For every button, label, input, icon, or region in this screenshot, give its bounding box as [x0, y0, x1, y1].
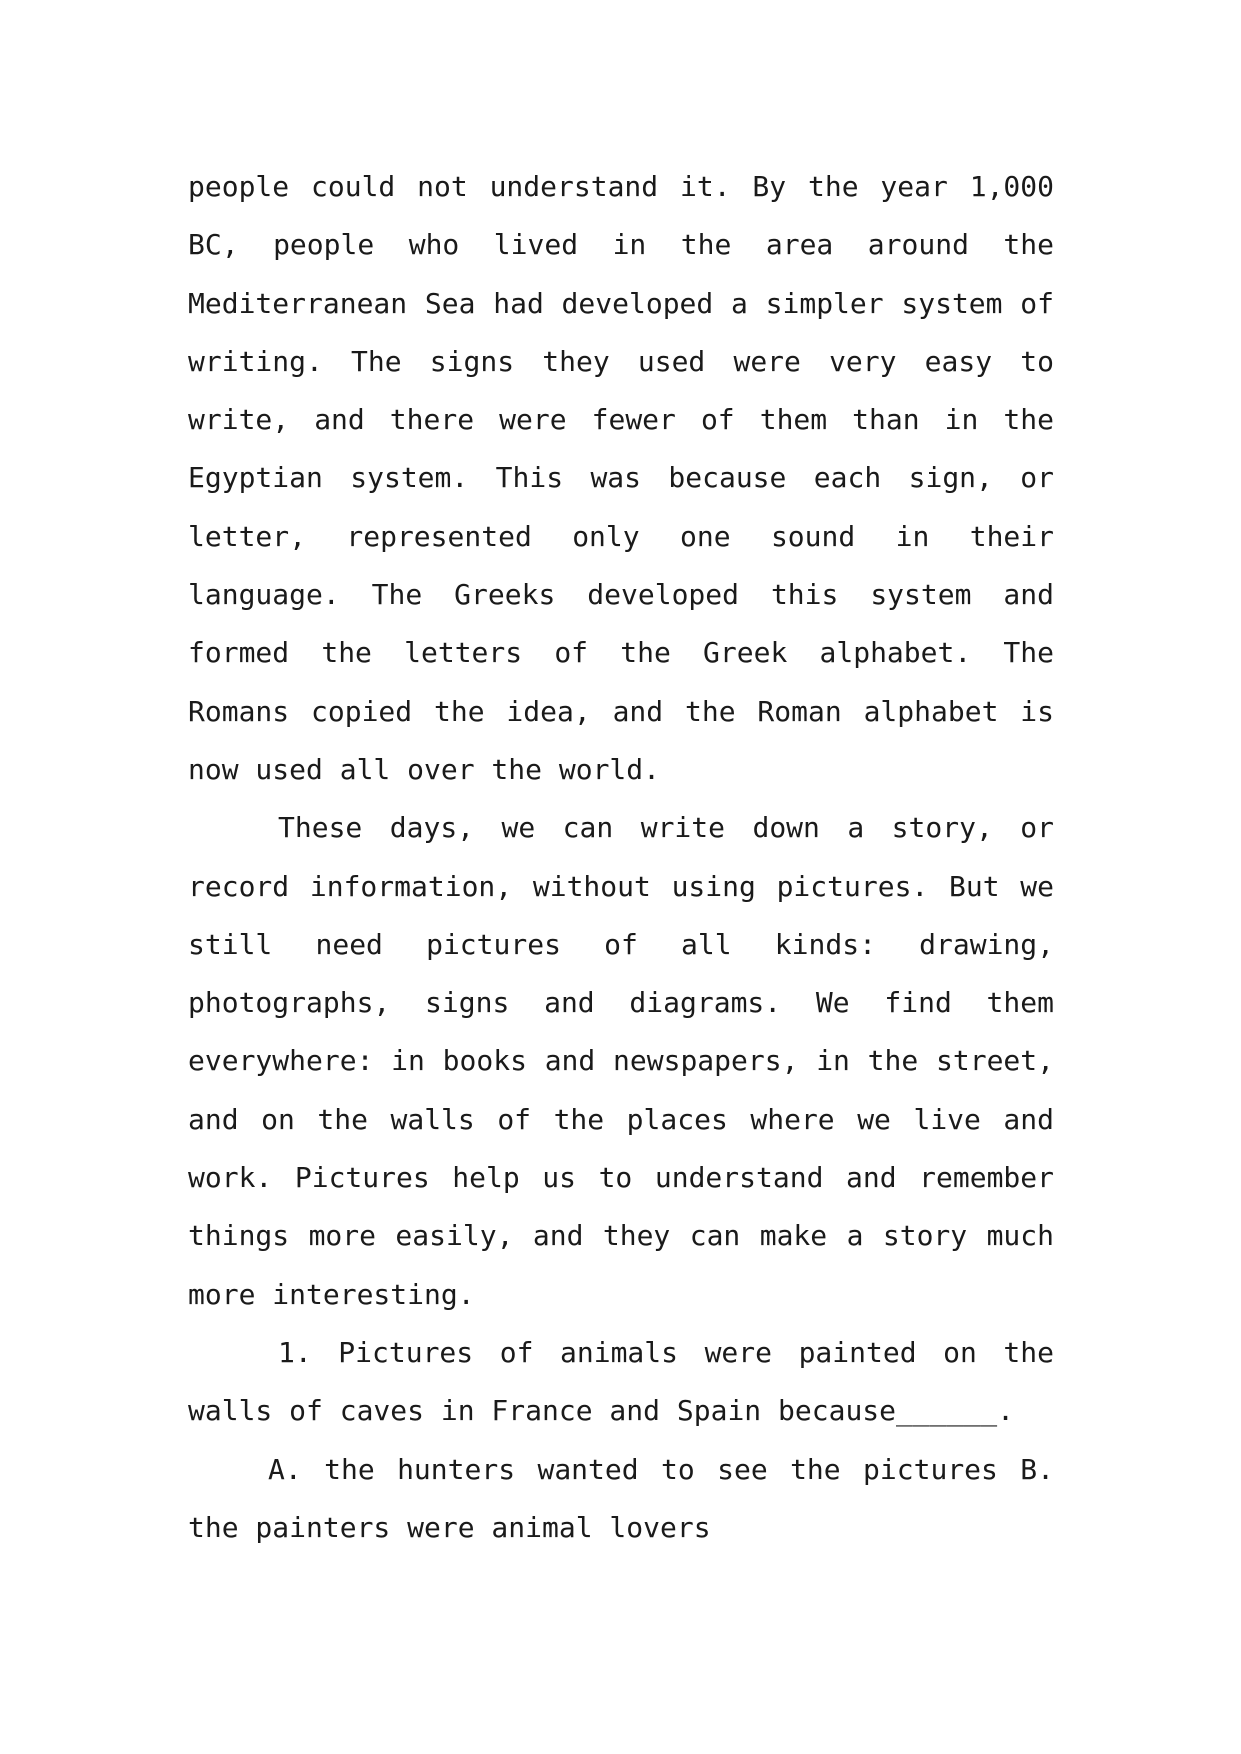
question-1-options: A. the hunters wanted to see the pictures B. the painters were animal lovers [188, 1452, 1054, 1544]
paragraph-writing-history: people could not understand it. By the year 1,000 BC, people who lived in the area around the Mediterranean Sea had developed a simpler system of writing. The signs they used were very easy to write, and there were fewer of them than in the Egyptian system. This was because each sign, or letter, represented only one sound in their language. The Greeks developed this system and formed the letters of the Greek alphabet. The Romans copied the idea, and the Roman alphabet is now used all over the world. [188, 170, 1054, 786]
paragraph-pictures-today: These days, we can write down a story, or record information, without using pictures. But we still need pictures of all kinds: drawing, photographs, signs and diagrams. We find them everywhere: in books and newspapers, in the street, and on the walls of the places where we live and work. Pictures help us to understand and remember things more easily, and they can make a story much more interesting. [188, 811, 1054, 1311]
question-1: 1. Pictures of animals were painted on the walls of caves in France and Spain because______. [188, 1335, 1054, 1428]
document-page [188, 158, 1054, 1557]
